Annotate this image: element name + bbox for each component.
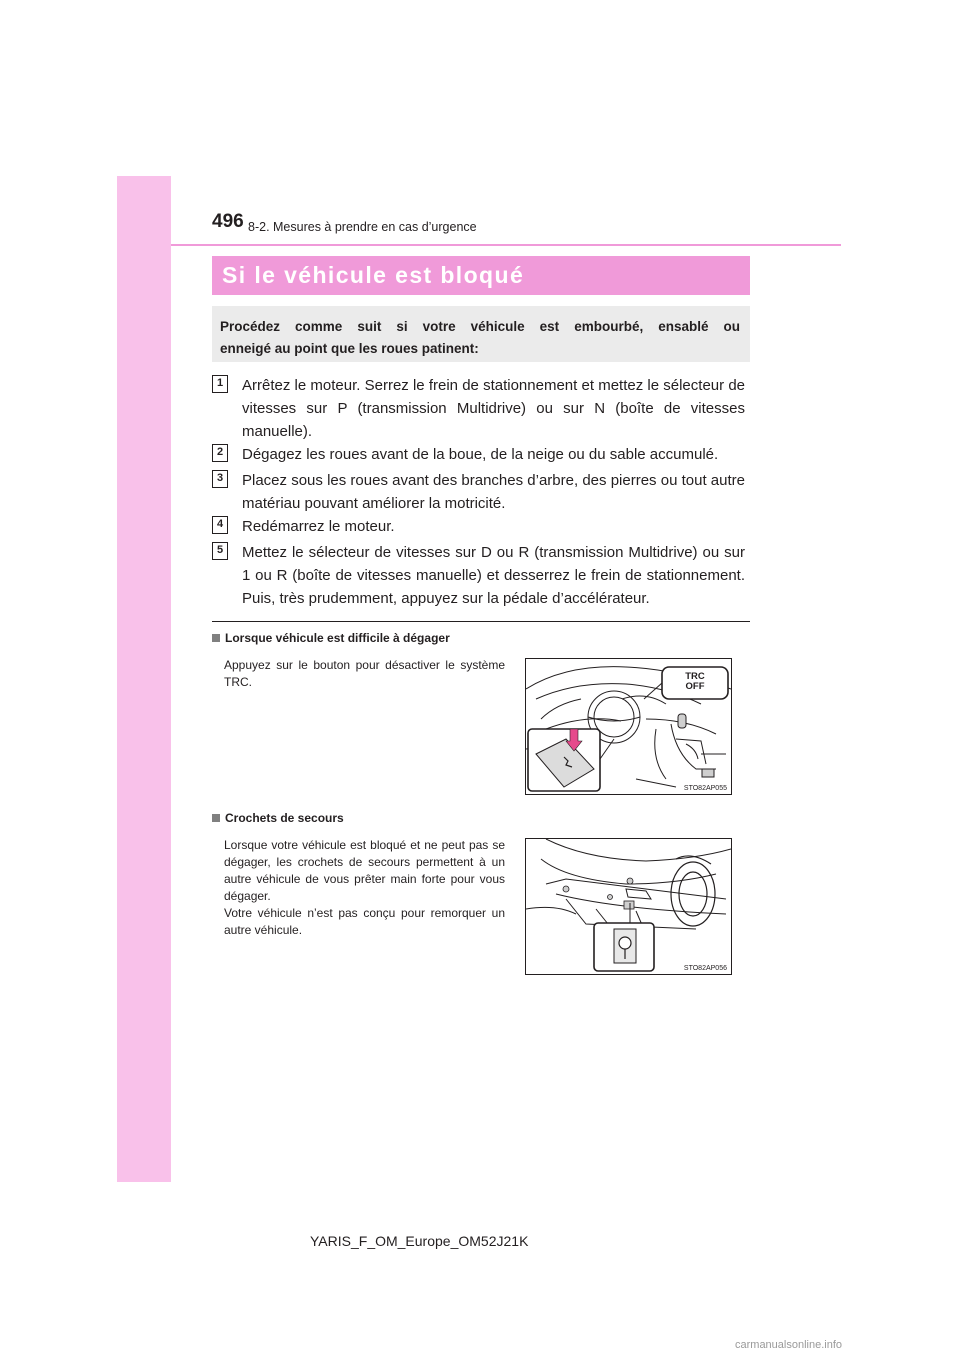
step-3-text: Placez sous les roues avant des branches d’arbre, des pierres ou tout autre matériau pouvant améliorer la motricité.: [242, 472, 745, 512]
trc-label-line1: TRC: [685, 671, 705, 682]
underbody-illustration: [526, 839, 731, 974]
step-1-number: 1: [212, 375, 228, 393]
step-4-number: 4: [212, 516, 228, 534]
page-number: 496: [212, 211, 244, 232]
step-5-number: 5: [212, 542, 228, 560]
step-3-number: 3: [212, 470, 228, 488]
header-rule: [171, 244, 841, 246]
note-text-hooks-2: Votre véhicule n’est pas conçu pour remorquer un autre véhicule.: [224, 906, 505, 937]
footer-manual-code: YARIS_F_OM_Europe_OM52J21K: [310, 1233, 529, 1249]
step-2-text: Dégagez les roues avant de la boue, de la neige ou du sable accumulé.: [242, 446, 719, 463]
chapter-side-tab: [117, 176, 171, 1182]
note-heading-difficult-text: Lorsque véhicule est difficile à dégager: [225, 631, 450, 645]
watermark: carmanualsonline.info: [735, 1339, 843, 1351]
trc-off-label: [676, 672, 714, 692]
section-title: Si le véhicule est bloqué: [212, 256, 750, 295]
step-5-text: Mettez le sélecteur de vitesses sur D ou R (transmission Multidrive) ou sur 1 ou R (boîte de vitesses manuelle) et desserrez le frein de stationnement. Puis, très prudemment, appuyez sur la pédale d’accélérateur.: [242, 544, 745, 607]
trc-label-line2: OFF: [685, 681, 705, 692]
figure-code-1: STO82AP055: [683, 785, 727, 792]
note-heading-hooks: [212, 811, 344, 825]
figure-code-2: STO82AP056: [683, 965, 727, 972]
step-1-text: Arrêtez le moteur. Serrez le frein de stationnement et mettez le sélecteur de vitesses sur P (transmission Multidrive) ou sur N (boîte de vitesses manuelle).: [242, 377, 745, 440]
intro-line-1: Procédez comme suit si votre véhicule est embourbé, ensablé ou: [220, 319, 740, 334]
step-4-text: Redémarrez le moteur.: [242, 518, 395, 535]
square-bullet-icon: [212, 634, 220, 642]
note-text-trc: Appuyez sur le bouton pour désactiver le système TRC.: [224, 658, 505, 689]
intro-box: [212, 306, 750, 362]
note-heading-hooks-text: Crochets de secours: [225, 811, 344, 825]
recovery-hook-illustration: [525, 838, 732, 975]
intro-line-2: enneigé au point que les roues patinent:: [220, 341, 479, 356]
section-header: 8-2. Mesures à prendre en cas d’urgence: [248, 220, 477, 234]
note-text-hooks-1: Lorsque votre véhicule est bloqué et ne peut pas se dégager, les crochets de secours permettent à un autre véhicule de vous prêter main forte pour vous dégager.: [224, 838, 505, 903]
square-bullet-icon: [212, 814, 220, 822]
trc-button-illustration: [525, 658, 732, 795]
step-2-number: 2: [212, 444, 228, 462]
note-heading-difficult: [212, 631, 450, 645]
section-divider: [212, 621, 750, 622]
